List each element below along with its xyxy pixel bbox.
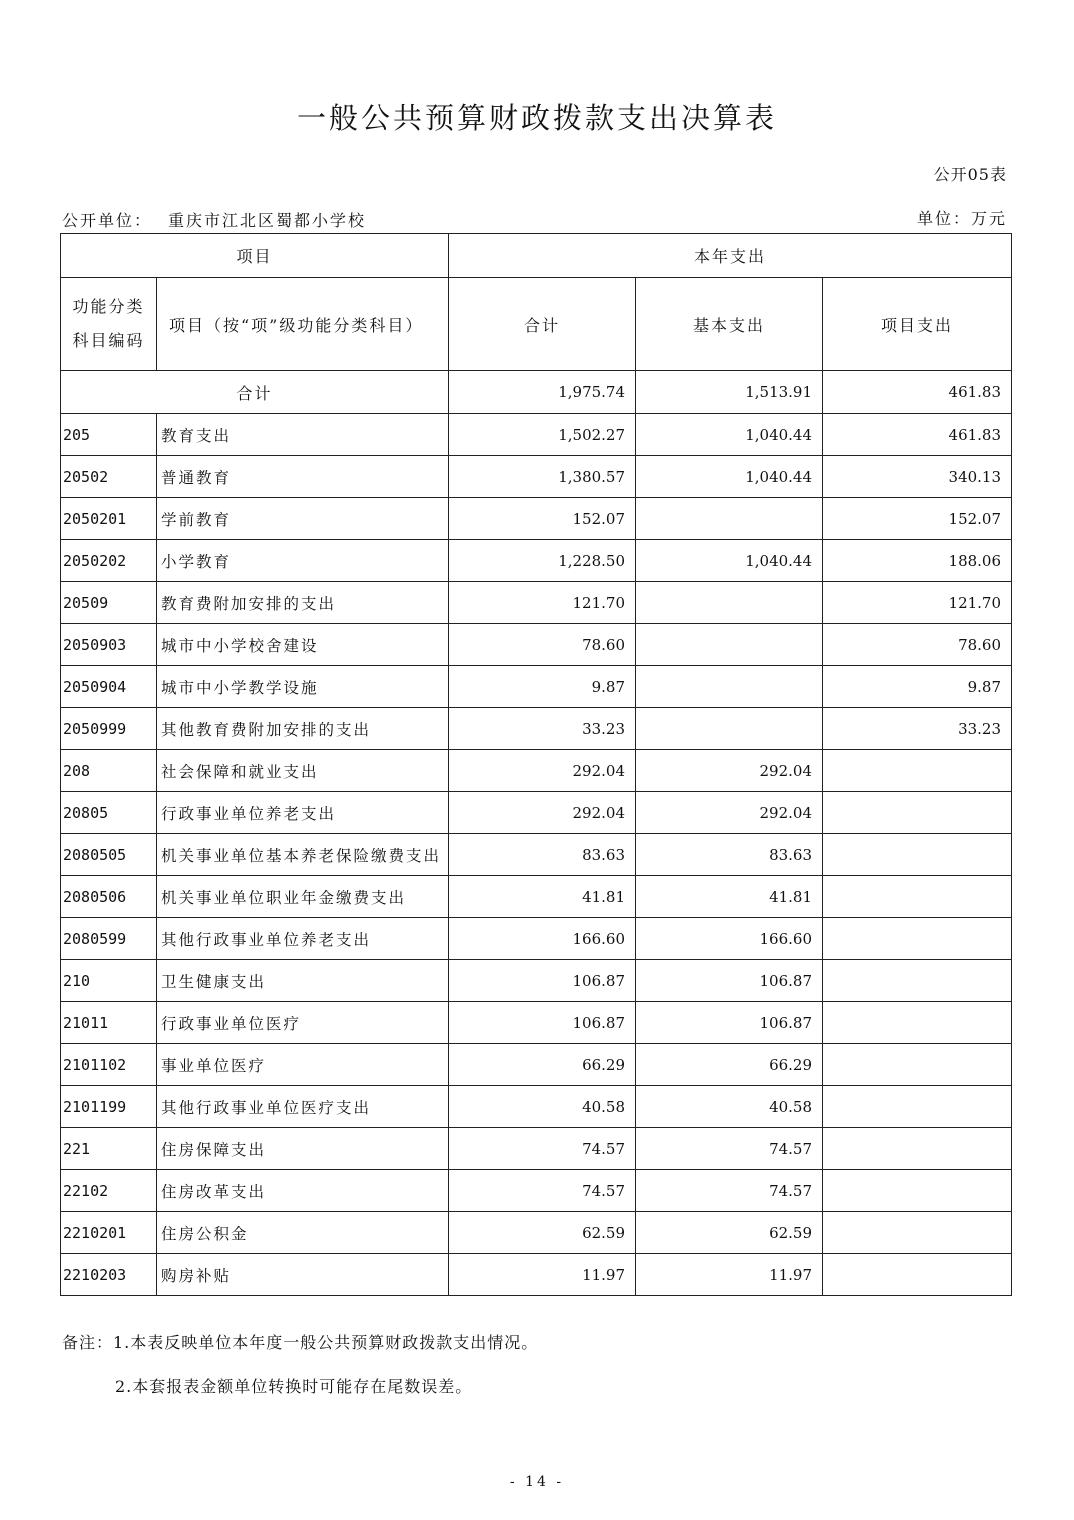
table-row <box>61 918 1012 960</box>
row-basic: 292.04 <box>636 792 823 834</box>
table-row <box>61 1044 1012 1086</box>
row-name: 城市中小学校舍建设 <box>157 624 449 666</box>
row-code: 2050202 <box>61 540 157 582</box>
row-name: 住房保障支出 <box>157 1128 449 1170</box>
row-name: 社会保障和就业支出 <box>157 750 449 792</box>
row-project <box>823 960 1012 1002</box>
table-row <box>61 498 1012 540</box>
row-name: 教育支出 <box>157 414 449 456</box>
header-basic: 基本支出 <box>636 278 823 371</box>
row-basic: 40.58 <box>636 1086 823 1128</box>
row-total: 74.57 <box>449 1170 636 1212</box>
row-project <box>823 1002 1012 1044</box>
row-total: 1,228.50 <box>449 540 636 582</box>
table-number: 公开05表 <box>933 165 1007 184</box>
header-row-1 <box>61 234 1012 278</box>
row-basic: 66.29 <box>636 1044 823 1086</box>
row-total: 11.97 <box>449 1254 636 1296</box>
row-name: 机关事业单位基本养老保险缴费支出 <box>157 834 449 876</box>
row-name: 学前教育 <box>157 498 449 540</box>
row-code: 208 <box>61 750 157 792</box>
row-project <box>823 1086 1012 1128</box>
row-basic: 62.59 <box>636 1212 823 1254</box>
row-name: 卫生健康支出 <box>157 960 449 1002</box>
row-project: 33.23 <box>823 708 1012 750</box>
row-project <box>823 792 1012 834</box>
row-basic <box>636 624 823 666</box>
row-code: 2210203 <box>61 1254 157 1296</box>
header-total: 合计 <box>449 278 636 371</box>
table-row <box>61 456 1012 498</box>
row-code: 2080505 <box>61 834 157 876</box>
row-code: 22102 <box>61 1170 157 1212</box>
row-basic: 106.87 <box>636 1002 823 1044</box>
row-basic: 292.04 <box>636 750 823 792</box>
row-basic: 1,040.44 <box>636 540 823 582</box>
row-basic: 11.97 <box>636 1254 823 1296</box>
row-total: 106.87 <box>449 960 636 1002</box>
row-total: 106.87 <box>449 1002 636 1044</box>
header-row-2 <box>61 278 1012 371</box>
row-code: 2050201 <box>61 498 157 540</box>
page-title: 一般公共预算财政拨款支出决算表 <box>296 101 777 135</box>
row-total: 40.58 <box>449 1086 636 1128</box>
reporting-unit-label: 公开单位： <box>62 211 153 230</box>
money-unit: 单位：万元 <box>916 209 1007 228</box>
row-project: 121.70 <box>823 582 1012 624</box>
row-project: 9.87 <box>823 666 1012 708</box>
row-code: 2050904 <box>61 666 157 708</box>
row-code: 2101199 <box>61 1086 157 1128</box>
row-basic: 166.60 <box>636 918 823 960</box>
table-row <box>61 750 1012 792</box>
row-project <box>823 876 1012 918</box>
row-code: 2050903 <box>61 624 157 666</box>
row-name: 城市中小学教学设施 <box>157 666 449 708</box>
row-code: 2050999 <box>61 708 157 750</box>
row-total: 1,502.27 <box>449 414 636 456</box>
row-basic: 74.57 <box>636 1170 823 1212</box>
row-total: 41.81 <box>449 876 636 918</box>
row-total: 121.70 <box>449 582 636 624</box>
table-row <box>61 624 1012 666</box>
table-row <box>61 876 1012 918</box>
row-code: 210 <box>61 960 157 1002</box>
row-basic: 83.63 <box>636 834 823 876</box>
table-row <box>61 414 1012 456</box>
row-project <box>823 1128 1012 1170</box>
row-name: 住房改革支出 <box>157 1170 449 1212</box>
reporting-unit <box>62 208 366 231</box>
row-total: 62.59 <box>449 1212 636 1254</box>
table-row <box>61 1170 1012 1212</box>
note-2: 2.本套报表金额单位转换时可能存在尾数误差。 <box>115 1377 473 1396</box>
row-total: 74.57 <box>449 1128 636 1170</box>
row-name: 其他行政事业单位养老支出 <box>157 918 449 960</box>
row-total: 9.87 <box>449 666 636 708</box>
table-row <box>61 582 1012 624</box>
total-row <box>61 371 1012 414</box>
row-project <box>823 1044 1012 1086</box>
row-total: 166.60 <box>449 918 636 960</box>
header-item: 项目 <box>61 234 449 278</box>
table-row <box>61 960 1012 1002</box>
row-project: 188.06 <box>823 540 1012 582</box>
row-basic <box>636 708 823 750</box>
expenditure-table <box>60 233 1012 1296</box>
row-name: 机关事业单位职业年金缴费支出 <box>157 876 449 918</box>
row-project <box>823 834 1012 876</box>
row-basic <box>636 498 823 540</box>
row-name: 其他教育费附加安排的支出 <box>157 708 449 750</box>
page-number: - 14 - <box>509 1474 565 1490</box>
row-code: 2210201 <box>61 1212 157 1254</box>
row-name: 其他行政事业单位医疗支出 <box>157 1086 449 1128</box>
table-row <box>61 1128 1012 1170</box>
row-code: 20502 <box>61 456 157 498</box>
table-row <box>61 1254 1012 1296</box>
row-total: 152.07 <box>449 498 636 540</box>
row-project: 78.60 <box>823 624 1012 666</box>
row-total: 83.63 <box>449 834 636 876</box>
note-1: 备注：1.本表反映单位本年度一般公共预算财政拨款支出情况。 <box>62 1333 539 1352</box>
row-total: 292.04 <box>449 792 636 834</box>
table-row <box>61 666 1012 708</box>
row-project: 340.13 <box>823 456 1012 498</box>
table-row <box>61 540 1012 582</box>
row-name: 购房补贴 <box>157 1254 449 1296</box>
row-total: 66.29 <box>449 1044 636 1086</box>
table-row <box>61 1086 1012 1128</box>
row-name: 事业单位医疗 <box>157 1044 449 1086</box>
row-total: 33.23 <box>449 708 636 750</box>
row-basic: 106.87 <box>636 960 823 1002</box>
table-row <box>61 792 1012 834</box>
row-basic: 74.57 <box>636 1128 823 1170</box>
row-code: 221 <box>61 1128 157 1170</box>
row-code: 20805 <box>61 792 157 834</box>
row-code: 2080506 <box>61 876 157 918</box>
row-project <box>823 1254 1012 1296</box>
row-project: 461.83 <box>823 414 1012 456</box>
row-name: 教育费附加安排的支出 <box>157 582 449 624</box>
reporting-unit-name: 重庆市江北区蜀都小学校 <box>168 211 367 230</box>
row-code: 205 <box>61 414 157 456</box>
table-row <box>61 1212 1012 1254</box>
row-name: 普通教育 <box>157 456 449 498</box>
header-project: 项目支出 <box>823 278 1012 371</box>
total-label: 合计 <box>61 371 449 414</box>
row-project <box>823 1212 1012 1254</box>
header-current-year: 本年支出 <box>449 234 1012 278</box>
row-project <box>823 1170 1012 1212</box>
row-basic <box>636 666 823 708</box>
total-project: 461.83 <box>823 371 1012 414</box>
row-project <box>823 918 1012 960</box>
row-name: 小学教育 <box>157 540 449 582</box>
row-name: 行政事业单位养老支出 <box>157 792 449 834</box>
row-basic: 41.81 <box>636 876 823 918</box>
row-project <box>823 750 1012 792</box>
header-code: 功能分类科目编码 <box>61 278 157 371</box>
row-code: 21011 <box>61 1002 157 1044</box>
total-total: 1,975.74 <box>449 371 636 414</box>
row-name: 住房公积金 <box>157 1212 449 1254</box>
header-name: 项目（按“项”级功能分类科目） <box>157 278 449 371</box>
row-project: 152.07 <box>823 498 1012 540</box>
total-basic: 1,513.91 <box>636 371 823 414</box>
row-name: 行政事业单位医疗 <box>157 1002 449 1044</box>
row-code: 2080599 <box>61 918 157 960</box>
row-total: 292.04 <box>449 750 636 792</box>
row-basic <box>636 582 823 624</box>
row-code: 2101102 <box>61 1044 157 1086</box>
row-total: 1,380.57 <box>449 456 636 498</box>
row-basic: 1,040.44 <box>636 456 823 498</box>
table-row <box>61 834 1012 876</box>
table-row <box>61 708 1012 750</box>
row-code: 20509 <box>61 582 157 624</box>
table-row <box>61 1002 1012 1044</box>
row-total: 78.60 <box>449 624 636 666</box>
row-basic: 1,040.44 <box>636 414 823 456</box>
